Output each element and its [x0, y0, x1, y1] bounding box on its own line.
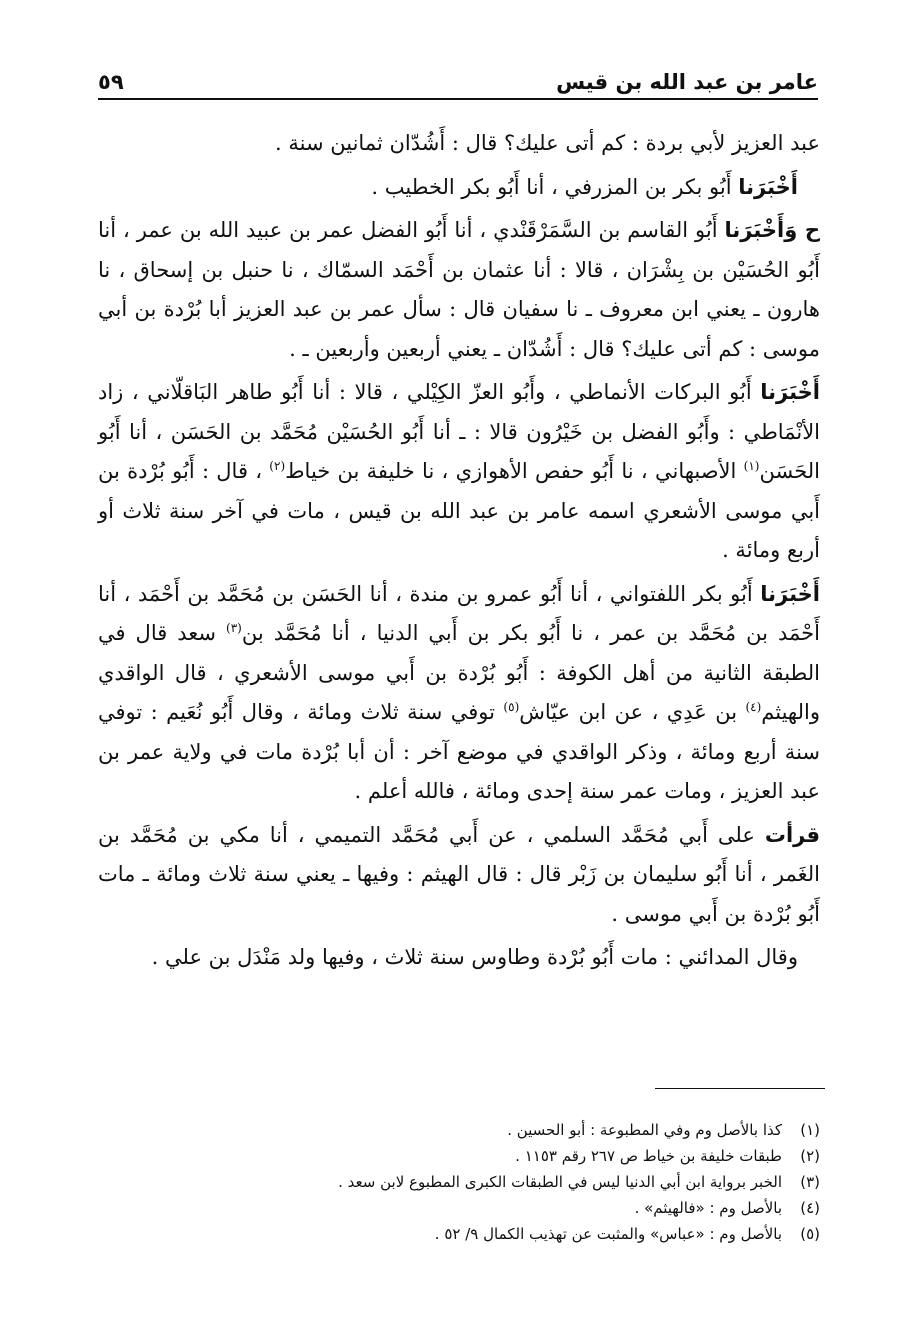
paragraph-lead: أَخْبَرَنا — [760, 581, 820, 606]
footnote-number: (٤) — [800, 1199, 820, 1217]
footnote-text: بالأصل وم : «فالهيثم» . — [634, 1199, 782, 1217]
paragraph-lead: أَخْبَرَنا — [760, 380, 820, 404]
footnote-ref[interactable]: (٥) — [503, 700, 520, 714]
footnote-ref[interactable]: (٢) — [269, 459, 286, 473]
footnote-item — [98, 1117, 820, 1143]
paragraph — [98, 168, 820, 208]
paragraph-text: الأصبهاني ، نا أَبُو حفص الأهوازي ، نا خليفة بن خياط — [285, 459, 744, 483]
footnote-number: (٥) — [800, 1225, 820, 1243]
footnote-ref[interactable]: (١) — [743, 459, 760, 473]
footnote-ref[interactable]: (٣) — [226, 621, 242, 635]
footnote-number: (٣) — [800, 1173, 820, 1191]
paragraph-lead: أَخْبَرَنا — [738, 174, 798, 199]
paragraph-text: ، قال : أَبُو بُرْدة بن أَبي موسى الأشعري اسمه عامر بن عبد الله بن قيس ، مات في آخر سنة ثلاث أو أربع ومائة . — [98, 459, 820, 562]
footnote-item — [98, 1221, 820, 1247]
paragraph — [98, 938, 820, 978]
footnote-item — [98, 1143, 820, 1169]
paragraph — [98, 211, 820, 369]
footnote-text: الخبر برواية ابن أبي الدنيا ليس في الطبقات الكبرى المطبوع لابن سعد . — [338, 1173, 782, 1191]
main-text — [98, 124, 820, 982]
paragraph — [98, 373, 820, 571]
paragraph — [98, 816, 820, 935]
paragraph-text: وقال المدائني : مات أَبُو بُرْدة وطاوس سنة ثلاث ، وفيها ولد مَنْدَل بن علي . — [151, 945, 798, 969]
running-title: عامر بن عبد الله بن قيس — [556, 70, 818, 94]
page-number: ٥٩ — [98, 70, 124, 94]
paragraph-text: بن عَدِي ، عن ابن عيّاش — [519, 700, 746, 724]
running-header — [98, 58, 818, 100]
paragraph-text: عبد العزيز لأبي بردة : كم أتى عليك؟ قال : أَشُدّان ثمانين سنة . — [275, 131, 820, 155]
footnote-ref[interactable]: (٤) — [745, 700, 762, 714]
paragraph-lead: قرأت — [764, 822, 820, 847]
paragraph-lead: ح وَأَخْبَرَنا — [724, 218, 820, 242]
paragraph — [98, 575, 820, 812]
footnote-item — [98, 1195, 820, 1221]
footnote-divider — [655, 1088, 825, 1089]
footnote-text: بالأصل وم : «عباس» والمثبت عن تهذيب الكمال ٩/ ٥٢ . — [434, 1225, 782, 1243]
paragraph — [98, 124, 820, 164]
paragraph-text: أَبُو بكر اللفتواني ، أنا أَبُو عمرو بن مندة ، أنا الحَسَن بن مُحَمَّد بن أَحْمَد ، أنا أَحْمَد بن مُحَمَّد بن عمر ، نا أَبُو بكر بن أَبي الدنيا ، أنا مُحَمَّد بن — [98, 581, 821, 645]
footnote-number: (١) — [800, 1121, 820, 1139]
paragraph-text: أَبُو القاسم بن السَّمَرْقَنْدي ، أنا أَبُو الفضل عمر بن عبيد الله بن عمر ، أنا أَبُو الحُسَيْن بن بِشْرَان ، قالا : أنا عثمان بن أَحْمَد السمّاك ، نا حنبل بن إسحاق ، نا هارون ـ يعني ابن معروف ـ نا سفيان قال : سأل عمر بن عبد العزيز أبا بُرْدة بن أبي موسى : كم أتى عليك؟ قال : أَشُدّان ـ يعني أربعين وأربعين ـ . — [98, 218, 820, 361]
paragraph-text: أَبُو بكر بن المزرفي ، أنا أَبُو بكر الخطيب . — [371, 174, 739, 199]
footnotes — [98, 1117, 820, 1247]
paragraph-text: على أَبي مُحَمَّد السلمي ، عن أَبي مُحَمَّد التميمي ، أنا مكي بن مُحَمَّد بن الغَمر ، أنا أَبُو سليمان بن زَبْر قال : قال الهيثم : وفيها ـ يعني سنة ثلاث ومائة ـ مات أَبُو بُرْدة بن أَبي موسى . — [98, 822, 820, 926]
paragraph-text: سعد قال في الطبقة الثانية من أهل الكوفة : أَبُو بُرْدة بن أَبي موسى الأشعري ، قال الواقدي والهيثم — [98, 621, 820, 724]
footnote-text: طبقات خليفة بن خياط ص ٢٦٧ رقم ١١٥٣ . — [515, 1147, 782, 1165]
footnote-text: كذا بالأصل وم وفي المطبوعة : أبو الحسين . — [507, 1121, 782, 1139]
paragraph-text: أَبُو البركات الأنماطي ، وأَبُو العزّ الكِيْلي ، قالا : أنا أَبُو طاهر البَاقلّاني ، زاد الأنْمَاطي : وأَبُو الفضل بن خَيْرُون قالا : ـ أنا أَبُو الحُسَيْن مُحَمَّد بن الحَسَن ، أنا أَبُو الحَسَن — [98, 380, 820, 483]
paragraph-text: توفي سنة ثلاث ومائة ، وقال أَبُو نُعَيم : توفي سنة أربع ومائة ، وذكر الواقدي في موضع آخر : أن أبا بُرْدة مات في ولاية عمر بن عبد العزيز ، ومات عمر سنة إحدى ومائة ، فالله أعلم . — [98, 700, 820, 803]
footnote-item — [98, 1169, 820, 1195]
footnote-number: (٢) — [800, 1147, 820, 1165]
